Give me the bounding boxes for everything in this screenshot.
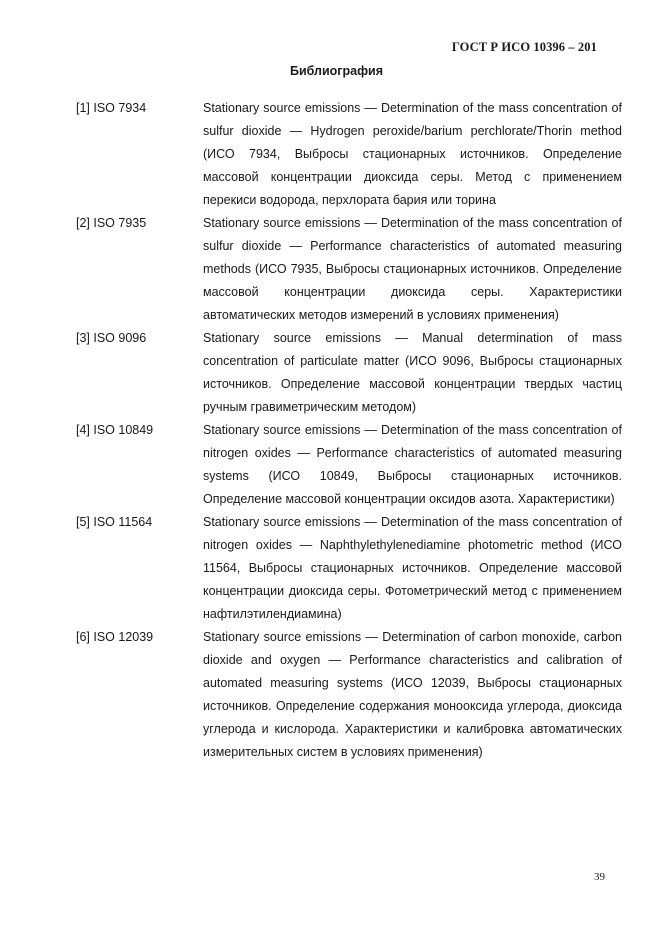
reference-text: Stationary source emissions — Determination of the mass concentration of nitrogen oxides — Performance characteristics of automated measuring systems (ИСО 10849, Выбросы стационарных источников. Определение массовой концентрации оксидов азота. Характеристики) xyxy=(203,423,622,506)
reference-text: Stationary source emissions — Manual determination of mass concentration of particulate matter (ИСО 9096, Выбросы стационарных источников. Определение массовой концентрации твердых частиц ручным гравиметрическим методом) xyxy=(203,331,622,414)
bibliography-entry xyxy=(76,626,623,764)
reference-number: [4] ISO 10849 xyxy=(76,423,154,437)
document-header-standard: ГОСТ Р ИСО 10396 – 201 xyxy=(451,40,597,54)
reference-number: [6] ISO 12039 xyxy=(76,630,154,644)
bibliography-entry xyxy=(76,212,623,327)
page-number: 39 xyxy=(594,871,605,883)
reference-text: Stationary source emissions — Determination of the mass concentration of sulfur dioxide — Performance characteristics of automated measuring methods (ИСО 7935, Выбросы стационарных источников. Определение массовой концентрации диоксида серы. Характеристики автоматических методов измерений в условиях применения) xyxy=(203,216,622,322)
bibliography-entry xyxy=(76,97,623,212)
bibliography-entry xyxy=(76,419,623,511)
reference-text: Stationary source emissions — Determination of carbon monoxide, carbon dioxide and oxygen — Performance characteristics and calibration of automated measuring systems (ИСО 12039, Выбросы стационарных источников. Определение содержания монооксида углерода, диоксида углерода и кислорода. Характеристики и калибровка автоматических измерительных систем в условиях применения) xyxy=(203,630,622,759)
reference-text: Stationary source emissions — Determination of the mass concentration of nitrogen oxides — Naphthylethylenediamine photometric method (ИСО 11564, Выбросы стационарных источников. Определение массовой концентрации диоксида серы. Фотометрический метод с применением нафтилэтилендиамина) xyxy=(203,515,622,621)
reference-number: [2] ISO 7935 xyxy=(76,216,147,230)
reference-number: [1] ISO 7934 xyxy=(76,101,147,115)
reference-number: [5] ISO 11564 xyxy=(76,515,153,529)
bibliography-entry xyxy=(76,511,623,626)
reference-text: Stationary source emissions — Determination of the mass concentration of sulfur dioxide — Hydrogen peroxide/barium perchlorate/Thorin method (ИСО 7934, Выбросы стационарных источников. Определение массовой концентрации диоксида серы. Метод с применением перекиси водорода, перхлората бария или торина xyxy=(203,101,622,207)
bibliography-list xyxy=(76,97,623,764)
reference-number: [3] ISO 9096 xyxy=(76,331,147,345)
bibliography-entry xyxy=(76,327,623,419)
bibliography-title: Библиография xyxy=(289,64,384,78)
